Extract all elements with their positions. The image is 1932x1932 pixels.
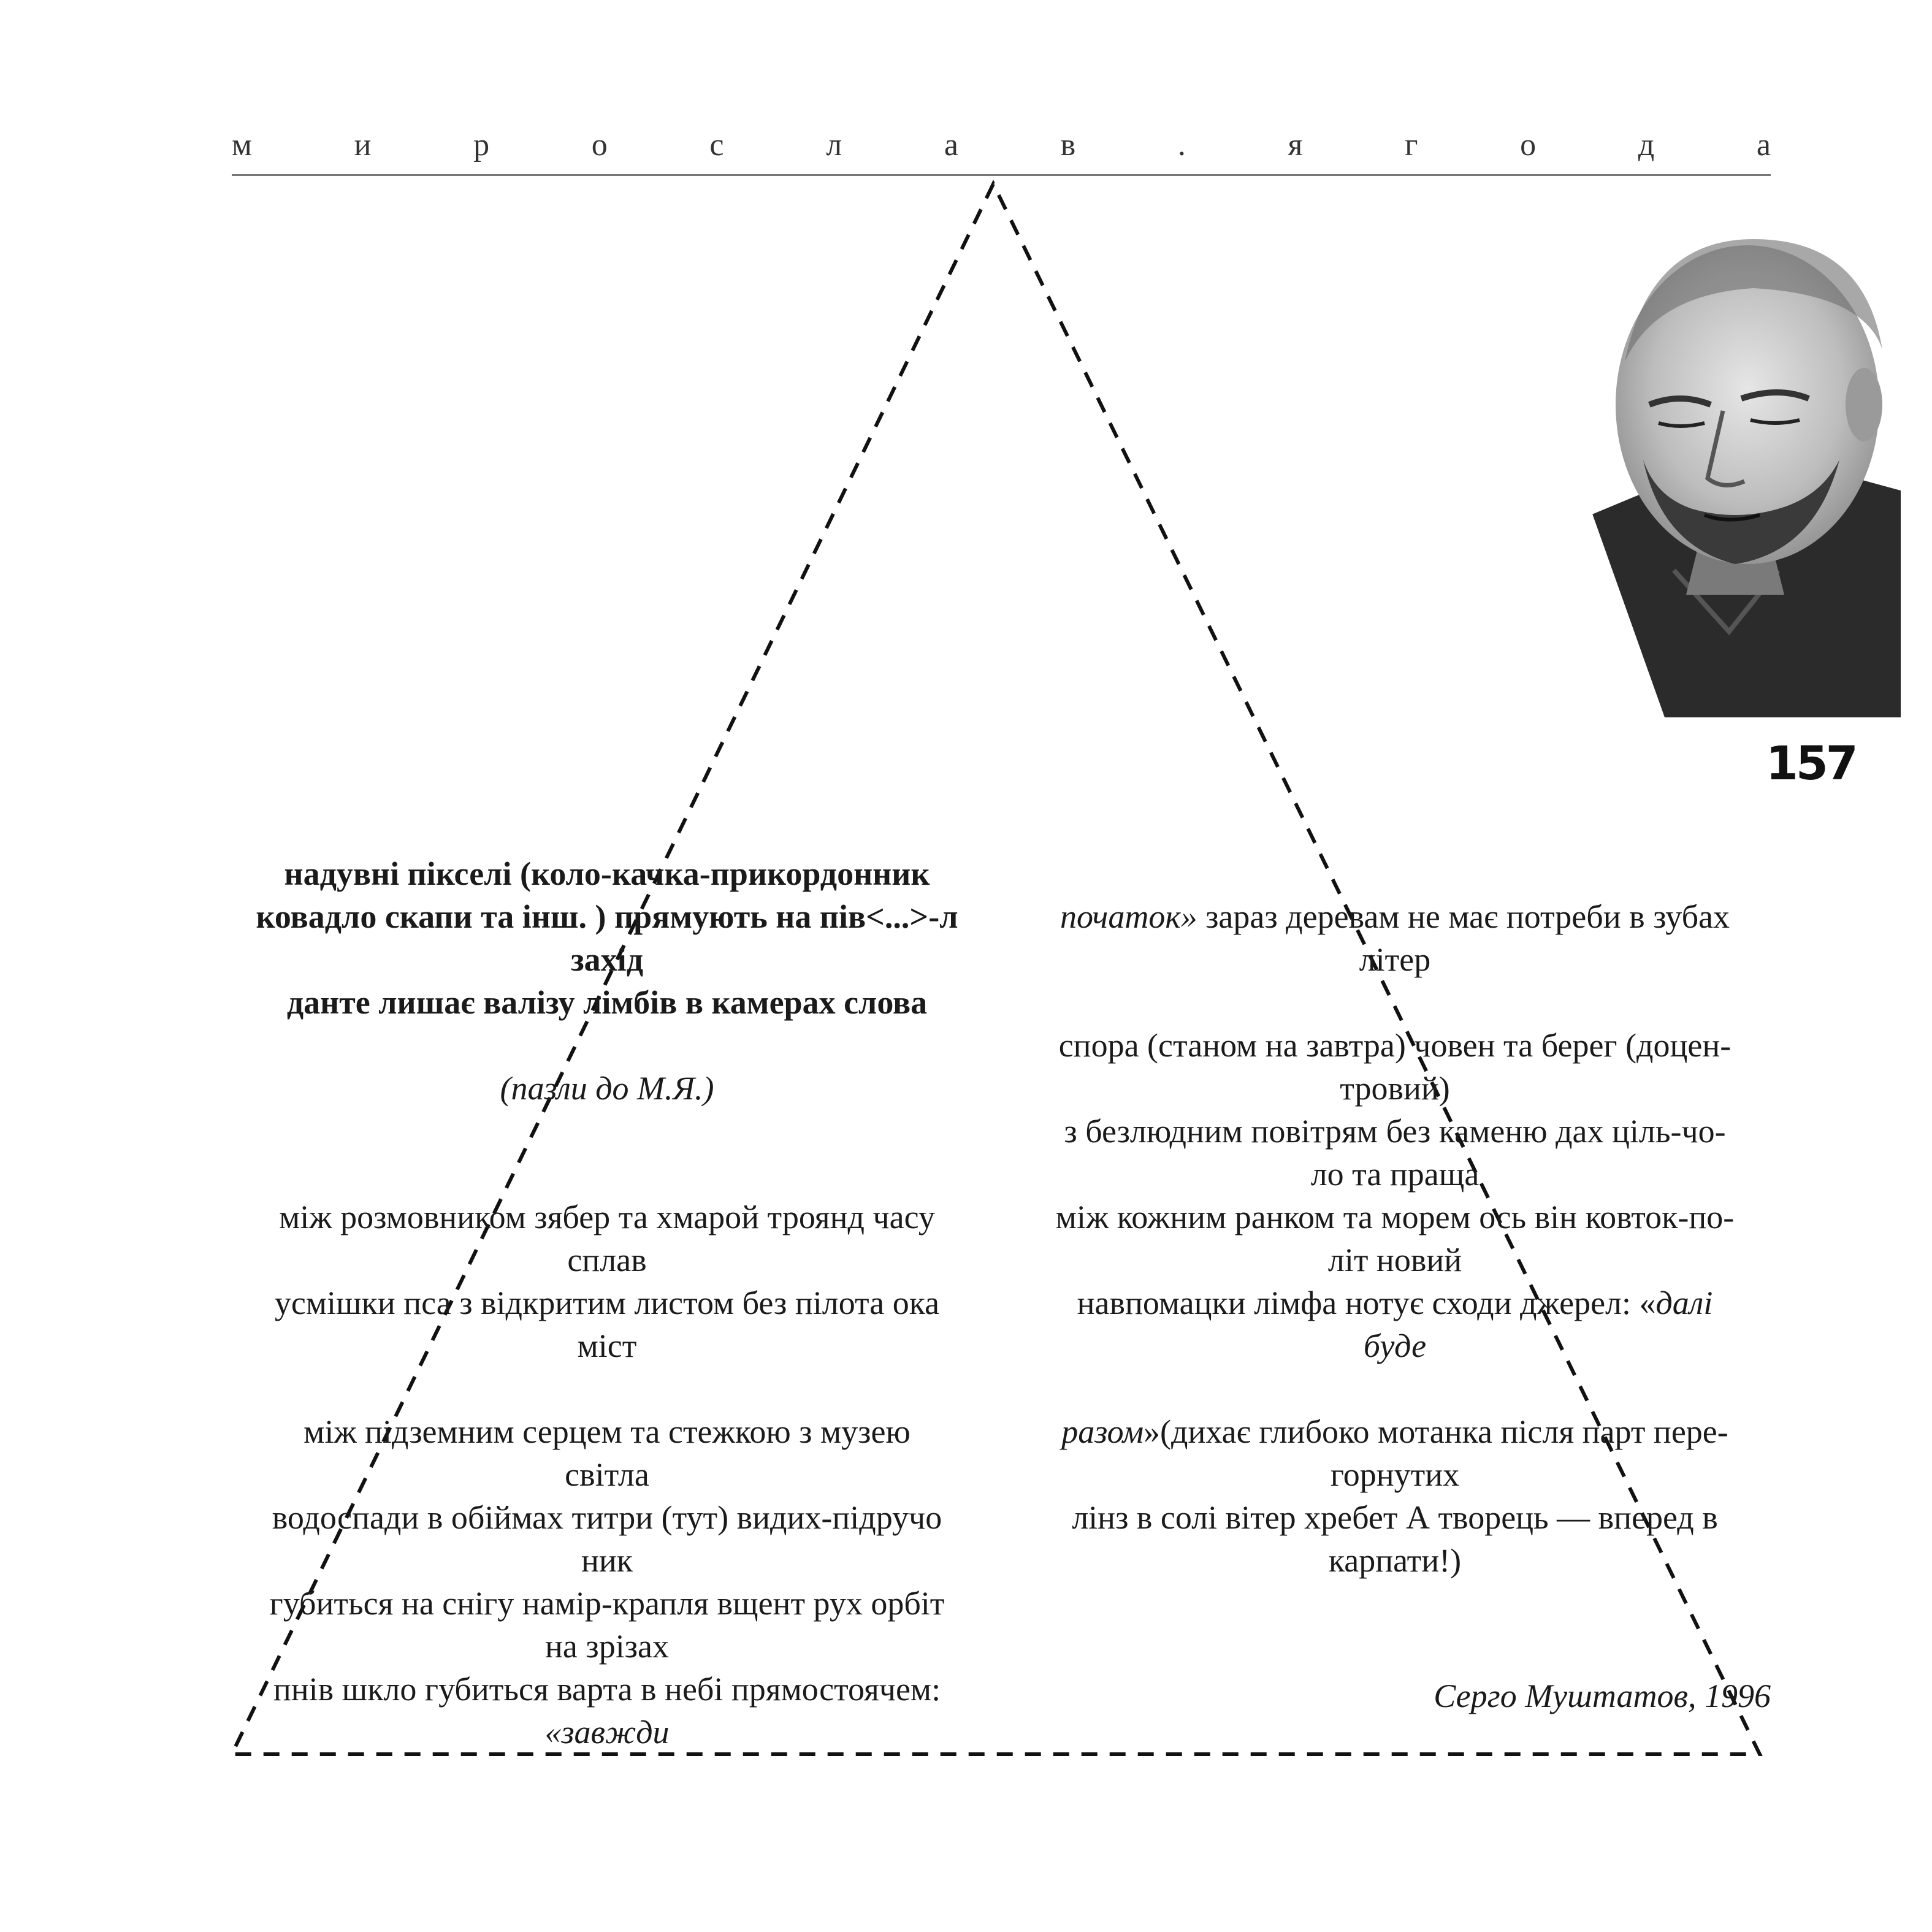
header-letter: я	[1288, 127, 1303, 162]
poem-line: водоспади в обіймах титри (тут) видих-підручо	[272, 1499, 942, 1536]
poem-line: з безлюдним повітрям без каменю дах ціль-чо-	[1064, 1113, 1726, 1150]
header-letter: а	[1756, 127, 1771, 162]
epigraph-note: (пазли до М.Я.)	[500, 1070, 714, 1107]
stanza-gap	[233, 1024, 981, 1067]
poem-italic-fragment: далі	[1655, 1285, 1713, 1321]
poem-fragment: навпомацки лімфа нотує сходи джерел: «	[1077, 1285, 1656, 1321]
poem-line: міст	[577, 1327, 637, 1364]
poem-left-column	[233, 852, 981, 1754]
poem-line: між кожним ранком та морем ось він ковток-по-	[1055, 1199, 1735, 1235]
poem-line: губиться на снігу намір-крапля вщент рух орбіт	[269, 1585, 945, 1622]
poem-line: лінз в солі вітер хребет А творець — вперед в	[1072, 1499, 1718, 1536]
poem-right-column	[1018, 895, 1772, 1582]
header-letter: л	[826, 127, 842, 162]
poem-line: сплав	[567, 1242, 647, 1278]
header-letter: р	[473, 127, 490, 162]
poem-line: спора (станом на завтра) човен та берег (доцен-	[1058, 1027, 1732, 1064]
poem-fragment: »(дихає глибоко мотанка після парт пере-	[1144, 1413, 1728, 1450]
poem-line: між підземним серцем та стежкою з музею	[304, 1413, 911, 1450]
poem-line: буде	[1363, 1327, 1427, 1364]
header-letter: с	[709, 127, 724, 162]
header-letter: и	[354, 127, 372, 162]
poem-italic-fragment: початок»	[1060, 898, 1197, 935]
poem-italic-fragment: разом	[1061, 1413, 1144, 1450]
poem-line: на зрізах	[545, 1628, 669, 1665]
header-letter: а	[944, 127, 958, 162]
stanza-gap	[1018, 981, 1772, 1024]
poem-line: світла	[565, 1456, 649, 1493]
header-letter: о	[1520, 127, 1537, 162]
poem-line: «завжди	[544, 1714, 670, 1751]
poem-line: літ новий	[1327, 1242, 1462, 1278]
poem-line: пнів шкло губиться варта в небі прямостоячем:	[273, 1671, 941, 1708]
page-number: 157	[1766, 736, 1856, 790]
poem-line	[1018, 1410, 1772, 1453]
poem-line: ник	[581, 1542, 633, 1579]
poem-line: тровий)	[1340, 1070, 1450, 1107]
poem-line: усмішки пса з відкритим листом без пілота ока	[274, 1285, 940, 1321]
epigraph-line: захід	[570, 941, 644, 978]
epigraph-line: ковадло скапи та інш. ) прямують на пів<...>-л	[256, 898, 958, 935]
header-letter: в	[1060, 127, 1076, 162]
poem-fragment: зараз деревам не має потреби в зубах	[1197, 898, 1730, 935]
stanza-gap	[233, 1153, 981, 1196]
poem-line	[1018, 1281, 1772, 1324]
header-letter: м	[232, 127, 252, 162]
poem-line	[1018, 895, 1772, 938]
poem-line: між розмовником зябер та хмарой троянд часу	[279, 1199, 935, 1235]
epigraph-line: надувні пікселі (коло-качка-прикордонник	[284, 855, 930, 892]
header-letter: о	[591, 127, 608, 162]
header-letter: .	[1177, 127, 1186, 162]
poem-line: літер	[1359, 941, 1431, 978]
stanza-gap	[233, 1367, 981, 1410]
stanza-gap	[233, 1110, 981, 1153]
author-portrait	[1576, 202, 1901, 717]
epigraph-line: данте лишає валізу лімбів в камерах слова	[286, 984, 928, 1021]
signature: Серго Муштатов, 1996	[1434, 1678, 1771, 1714]
header-letter: г	[1405, 127, 1418, 162]
stanza-gap	[1018, 1367, 1772, 1410]
poem-line: ло та праща	[1310, 1156, 1480, 1193]
poem-line: карпати!)	[1328, 1542, 1462, 1579]
poem-line: горнутих	[1330, 1456, 1460, 1493]
header-letter: д	[1638, 127, 1655, 162]
